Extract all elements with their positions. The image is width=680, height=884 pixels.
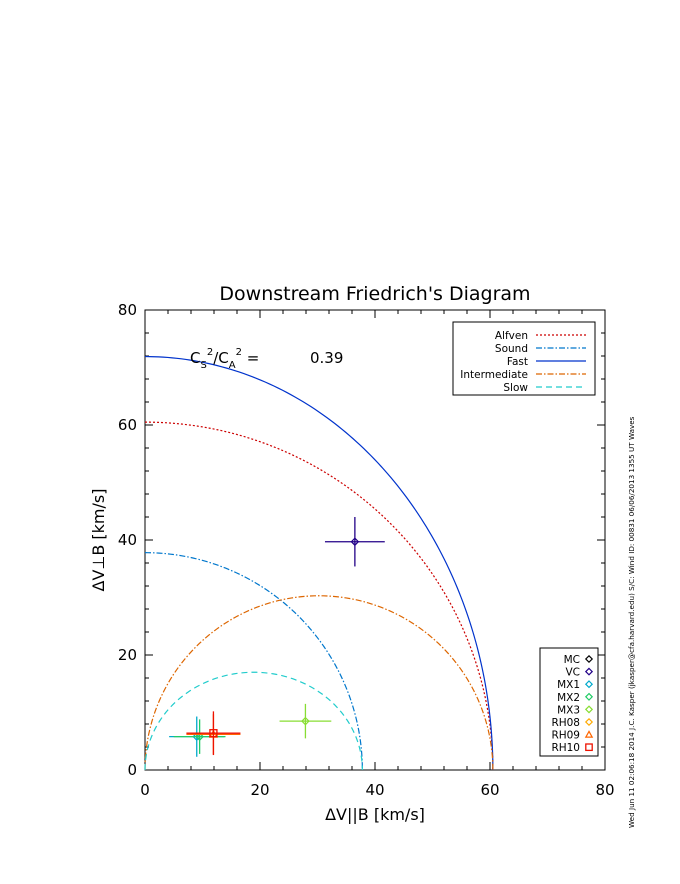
x-tick-label: 0 — [140, 781, 150, 799]
side-caption: Wed Jun 11 02:06:18 2014 J.C. Kasper (jkasper@cfa.harvard.edu) S/C: Wind ID: 00831 06/06/2013 1355 UT Waves — [627, 416, 636, 828]
marker-legend-label: VC — [565, 666, 580, 679]
y-tick-label: 60 — [117, 416, 137, 434]
marker-legend-label: RH08 — [551, 717, 580, 729]
y-tick-label: 20 — [117, 646, 137, 664]
legend-label: Sound — [494, 343, 528, 355]
x-tick-label: 40 — [365, 781, 385, 799]
curve-sound — [145, 553, 362, 770]
legend-label: Alfven — [494, 330, 528, 342]
marker-legend-label: MX3 — [557, 704, 580, 717]
marker-legend-label: RH09 — [551, 729, 580, 742]
x-tick-label: 80 — [595, 781, 615, 799]
wave-curves — [145, 357, 493, 770]
x-tick-label: 20 — [250, 781, 270, 799]
marker-legend-box — [540, 648, 598, 756]
marker-legend-label: MX2 — [557, 691, 580, 704]
legend-label: Intermediate — [460, 369, 528, 381]
y-tick-label: 40 — [117, 531, 137, 549]
legend-label: Slow — [503, 382, 528, 394]
x-tick-label: 60 — [480, 781, 500, 799]
ratio-value: 0.39 — [310, 349, 344, 367]
marker-legend-label: MX1 — [557, 679, 580, 692]
marker-legend-label: RH10 — [551, 742, 580, 755]
ratio-label: $C_S^2/C_A^2$ = — [190, 347, 260, 371]
y-tick-label: 0 — [127, 761, 137, 779]
chart-title: Downstream Friedrich's Diagram — [219, 283, 531, 305]
sound-alfven-ratio — [190, 347, 343, 371]
data-points — [169, 517, 385, 757]
y-tick-label: 80 — [117, 301, 137, 319]
marker-legend-label: MC — [563, 654, 580, 666]
x-axis-label: ΔV||B [km/s] — [325, 805, 425, 824]
legend-box — [453, 322, 595, 395]
curve-fast — [145, 357, 493, 770]
y-axis-label: ΔV⊥B [km/s] — [89, 488, 108, 592]
legend-label: Fast — [506, 356, 528, 368]
